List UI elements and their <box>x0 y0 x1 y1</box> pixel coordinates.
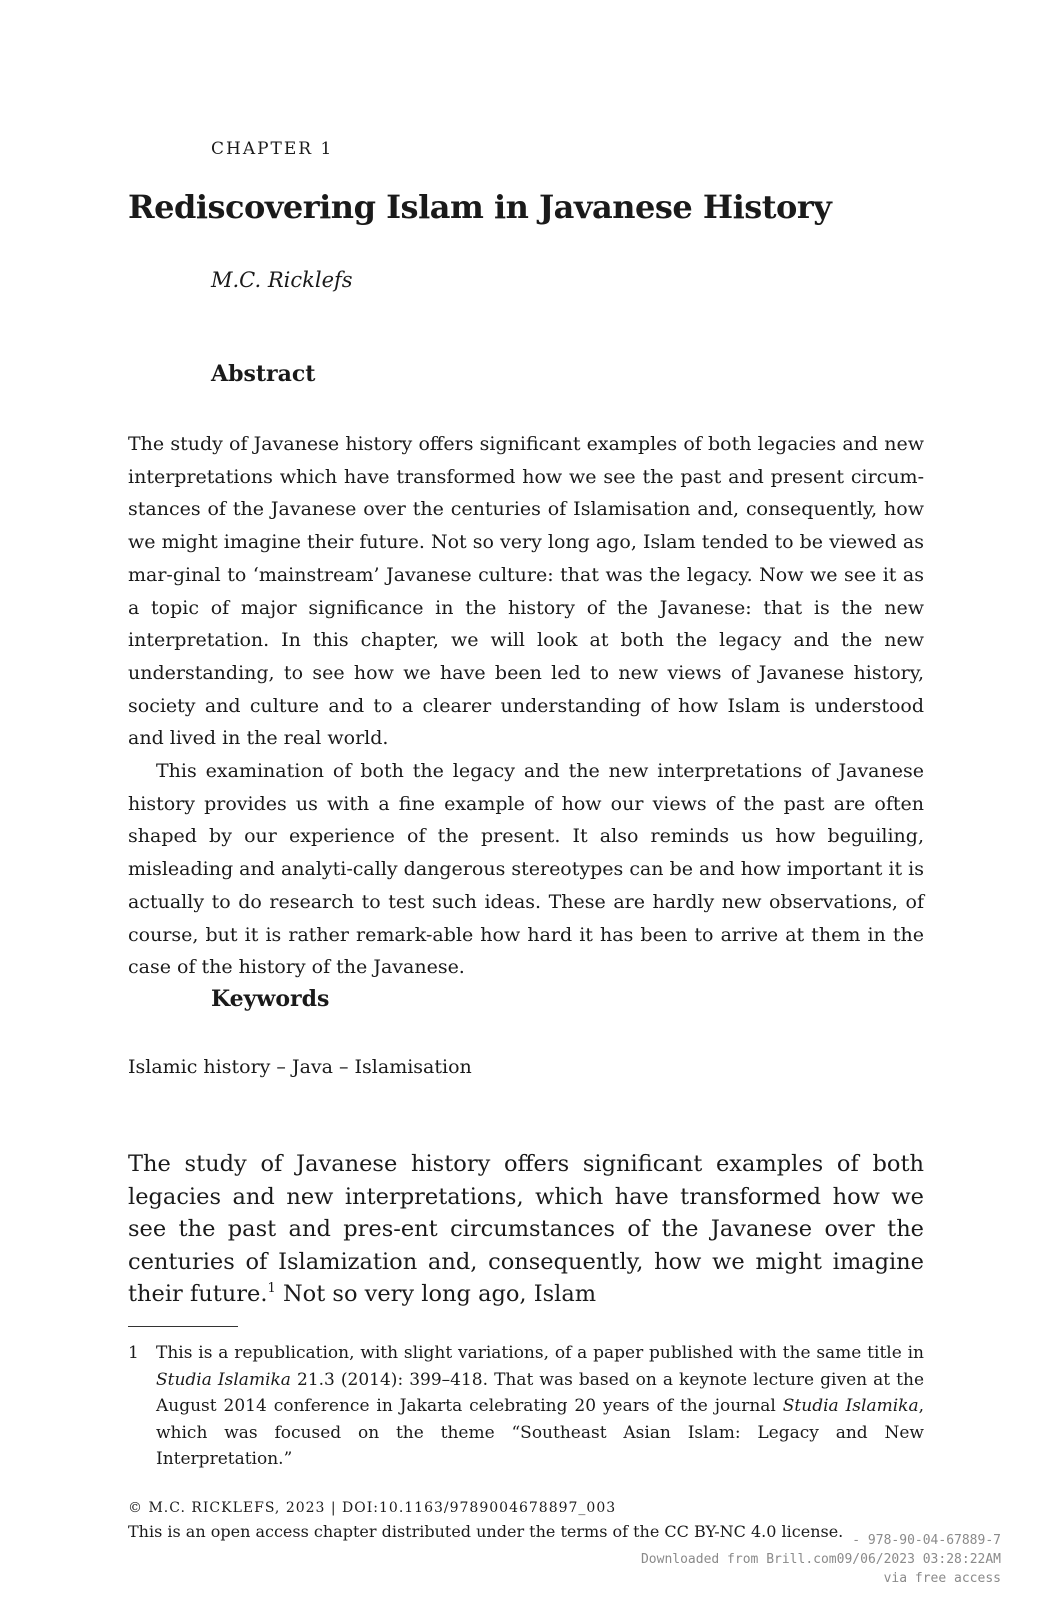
footnote-text-segment: This is a republication, with slight variations, of a paper published with the same title in <box>156 1343 924 1363</box>
abstract-body <box>128 428 924 984</box>
main-text-segment: The study of Javanese history offers significant examples of both legacies and new interpretations, which have transformed how we see the past and pres-ent circumstances of the Javanese over the centuries of Islamization and, consequently, how we might imagine their future. <box>128 1151 924 1307</box>
copyright-line: © M.C. RICKLEFS, 2023 | DOI:10.1163/9789004678897_003 <box>128 1500 617 1516</box>
watermark-downloaded: Downloaded from Brill.com09/06/2023 03:28:22AM <box>640 1552 1001 1567</box>
abstract-paragraph: This examination of both the legacy and the new interpretations of Javanese history provides us with a fine example of how our views of the past are often shaped by our experience of the present. It also reminds us how beguiling, misleading and analyti-cally dangerous stereotypes can be and how important it is actually to do research to test such ideas. These are hardly new observations, of course, but it is rather remark-able how hard it has been to arrive at them in the case of the history of the Javanese. <box>128 760 924 979</box>
footnote-number: 1 <box>128 1343 139 1363</box>
footnote <box>128 1340 924 1473</box>
watermark-isbn: - 978-90-04-67889-7 <box>852 1533 1001 1548</box>
watermark-access: via free access <box>883 1571 1001 1586</box>
journal-title: Studia Islamika <box>782 1396 919 1416</box>
abstract-heading: Abstract <box>211 361 316 387</box>
chapter-author: M.C. Ricklefs <box>211 268 353 292</box>
footnote-text-segment: 21.3 (2014): 399–418. That was based on a keynote lecture given at the August 2014 conference in Jakarta celebrating 20 years of the journal <box>156 1369 925 1416</box>
keywords-heading: Keywords <box>211 986 330 1012</box>
footnote-text <box>156 1340 924 1473</box>
license-line: This is an open access chapter distributed under the terms of the CC BY-NC 4.0 license. <box>128 1522 844 1541</box>
footnote-text-segment: , which was focused on the theme “Southeast Asian Islam: Legacy and New Interpretation.” <box>156 1396 924 1469</box>
keywords-list: Islamic history – Java – Islamisation <box>128 1056 472 1078</box>
journal-title: Studia Islamika <box>156 1369 291 1390</box>
download-watermark <box>541 1531 1001 1588</box>
chapter-title: Rediscovering Islam in Javanese History <box>128 188 832 226</box>
abstract-paragraph: The study of Javanese history offers significant examples of both legacies and new interpretations which have transformed how we see the past and present circum-stances of the Javanese over the centuries of Islamisation and, consequently, how we might imagine their future. Not so very long ago, Islam tended to be viewed as mar-ginal to ‘mainstream’ Javanese culture: that was the legacy. Now we see it as a topic of major significance in the history of the Javanese: that is the new interpretation. In this chapter, we will look at both the legacy and the new understanding, to see how we have been led to new views of Javanese history, society and culture and to a clearer understanding of how Islam is understood and lived in the real world. <box>128 433 924 750</box>
footnote-separator <box>128 1326 238 1327</box>
chapter-label: CHAPTER 1 <box>211 139 334 159</box>
main-text-paragraph <box>128 1148 924 1311</box>
main-text-segment: Not so very long ago, Islam <box>275 1281 597 1307</box>
footnote-reference[interactable]: 1 <box>267 1281 276 1296</box>
